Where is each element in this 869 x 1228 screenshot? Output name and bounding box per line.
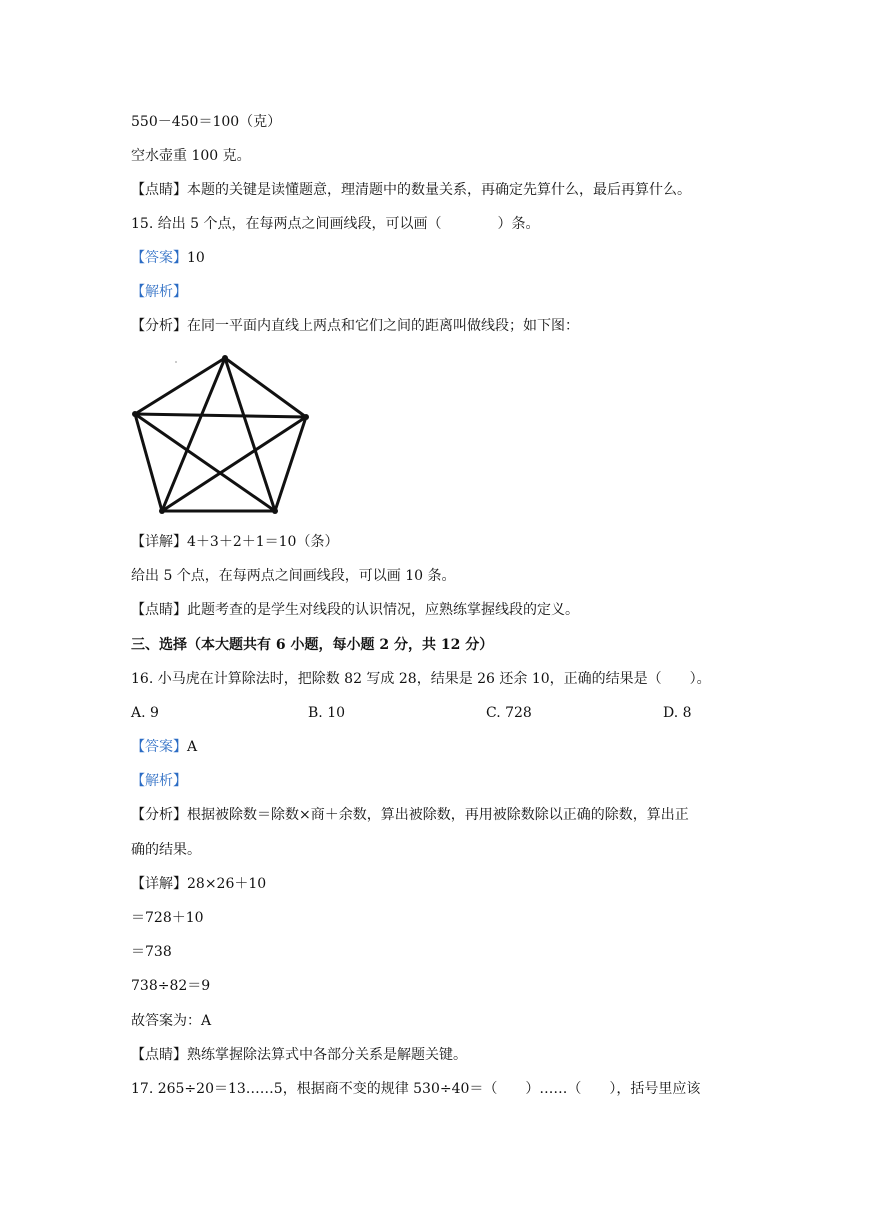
section-heading: 三、选择（本大题共有 6 小题，每小题 2 分，共 12 分）: [131, 637, 494, 653]
jiexi-16: 【解析】: [131, 773, 187, 789]
line-conclusion: 空水壶重 100 克。: [131, 148, 251, 164]
line-calc: 550－450＝100（克）: [131, 114, 282, 130]
answer-tag: 【答案】: [131, 739, 187, 755]
pentagon-diagram: [128, 350, 318, 520]
stray-dot: [175, 361, 177, 363]
answer-16: [131, 737, 197, 757]
diagonal-1: [135, 414, 306, 417]
diagonal-4: [135, 414, 275, 511]
result-15: 给出 5 个点，在每两点之间画线段，可以画 10 条。: [131, 568, 456, 584]
point-5: [132, 411, 138, 417]
fenxi-15: 【分析】在同一平面内直线上两点和它们之间的距离叫做线段；如下图：: [131, 318, 579, 334]
option-a: A. 9: [131, 705, 159, 721]
step-2: ＝738: [131, 944, 172, 960]
point-2: [303, 414, 309, 420]
fenxi-16-line2: 确的结果。: [131, 842, 201, 858]
final-answer-16: 故答案为：A: [131, 1013, 212, 1029]
edge-5: [135, 358, 225, 414]
xiangjie-16: 【详解】28×26＋10: [131, 876, 267, 892]
dianjing-14: 【点睛】本题的关键是读懂题意，理清题中的数量关系，再确定先算什么，最后再算什么。: [131, 182, 691, 198]
point-3: [272, 508, 278, 514]
dianjing-16: 【点睛】熟练掌握除法算式中各部分关系是解题关键。: [131, 1047, 467, 1063]
answer-value: 10: [187, 250, 205, 266]
question-16: 16. 小马虎在计算除法时，把除数 82 写成 28，结果是 26 还余 10，正确的结果是（ ）。: [131, 671, 711, 687]
edge-2: [275, 417, 306, 511]
question-15: 15. 给出 5 个点，在每两点之间画线段，可以画（ ）条。: [131, 216, 540, 232]
point-1: [222, 355, 228, 361]
option-b: B. 10: [308, 705, 346, 721]
question-17: 17. 265÷20＝13……5，根据商不变的规律 530÷40＝（ ）……（ ），括号里应该: [131, 1081, 701, 1097]
option-d: D. 8: [663, 705, 692, 721]
diagonal-2: [225, 358, 275, 511]
edge-1: [225, 358, 306, 417]
option-c: C. 728: [486, 705, 532, 721]
step-1: ＝728＋10: [131, 910, 204, 926]
point-4: [159, 508, 165, 514]
answer-value: A: [187, 739, 198, 755]
diagonal-3: [162, 358, 225, 511]
answer-15: [131, 248, 205, 268]
fenxi-16-line1: 【分析】根据被除数＝除数×商＋余数，算出被除数，再用被除数除以正确的除数，算出正: [131, 807, 689, 823]
jiexi-15: 【解析】: [131, 284, 187, 300]
diagonal-5: [162, 417, 306, 511]
answer-tag: 【答案】: [131, 250, 187, 266]
xiangjie-15: 【详解】4＋3＋2＋1＝10（条）: [131, 534, 339, 550]
step-3: 738÷82＝9: [131, 978, 211, 994]
dianjing-15: 【点睛】此题考查的是学生对线段的认识情况，应熟练掌握线段的定义。: [131, 602, 579, 618]
